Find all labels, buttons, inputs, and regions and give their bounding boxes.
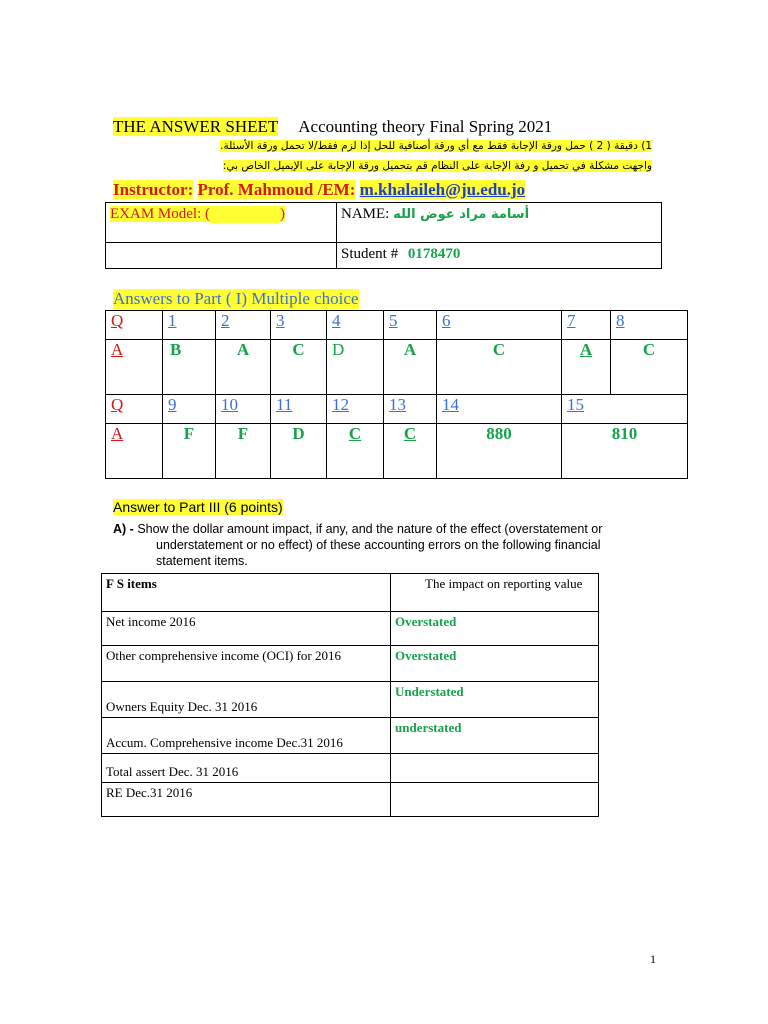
fs-item: Accum. Comprehensive income Dec.31 2016 <box>102 718 391 754</box>
exam-model-close: ) <box>280 206 285 222</box>
fs-item: RE Dec.31 2016 <box>102 783 391 817</box>
arabic-instruction-2: واجهت مشكلة في تحميل و رفة الإجابة على النظام قم بتحميل ورقة الإجابة على الإيميل الخاص بي: <box>222 160 652 172</box>
part3-title: Answer to Part III (6 points) <box>113 499 283 515</box>
answer-cell: 810 <box>562 424 688 479</box>
fs-item: Net income 2016 <box>102 612 391 646</box>
q-number: 11 <box>271 395 327 424</box>
student-number-cell <box>337 243 662 269</box>
student-number-value: 0178470 <box>407 246 461 262</box>
fs-header-impact: The impact on reporting value <box>391 574 599 612</box>
arabic-instruction-1: 1) دقيقة ( 2 ) حمل ورقة الإجابة فقط مع أي ورقة أصنافية للحل إذا لزم فقط/لا تحمل ورقة الأسئلة. <box>220 140 652 152</box>
fs-impact: Understated <box>391 682 599 718</box>
fs-impact: Overstated <box>391 612 599 646</box>
answer-sheet-title: THE ANSWER SHEET <box>113 117 279 136</box>
exam-model-blank <box>210 206 280 223</box>
mc-section-title: Answers to Part ( I) Multiple choice <box>113 289 359 308</box>
fs-item: Other comprehensive income (OCI) for 2016 <box>102 646 391 682</box>
answer-cell: F <box>216 424 271 479</box>
answer-cell: A <box>562 340 611 395</box>
q-number: 3 <box>271 311 327 340</box>
q-number: 12 <box>327 395 384 424</box>
instructor-label: Instructor: <box>113 180 194 199</box>
document-title-row <box>113 117 552 137</box>
q-number: 14 <box>437 395 562 424</box>
student-info-table <box>105 202 662 269</box>
fs-impact <box>391 754 599 783</box>
fs-impact-table <box>101 573 599 817</box>
exam-model-label: EXAM Model: ( <box>110 206 210 222</box>
answer-cell: A <box>384 340 437 395</box>
instructor-email-link[interactable]: m.khalaileh@ju.edu.jo <box>359 180 526 199</box>
answer-cell: A <box>216 340 271 395</box>
exam-model-cell <box>106 203 337 243</box>
instructor-line <box>113 180 525 200</box>
name-label: NAME: <box>341 206 390 222</box>
part3-description <box>113 521 673 569</box>
desc-text-2: understatement or no effect) of these accounting errors on the following financial <box>156 538 601 552</box>
desc-text: Show the dollar amount impact, if any, and the nature of the effect (overstatement or <box>137 522 603 536</box>
answer-cell: C <box>271 340 327 395</box>
q-number: 5 <box>384 311 437 340</box>
name-value: أسامة مراد عوض الله <box>393 207 530 222</box>
name-cell <box>337 203 662 243</box>
answer-cell: C <box>437 340 562 395</box>
q-number: 10 <box>216 395 271 424</box>
answer-cell: C <box>327 424 384 479</box>
q-number: 9 <box>163 395 216 424</box>
q-number: 1 <box>163 311 216 340</box>
mc-answer-table <box>105 310 688 479</box>
q-label: Q <box>106 395 163 424</box>
q-number: 8 <box>611 311 688 340</box>
q-number: 13 <box>384 395 437 424</box>
answer-cell: D <box>271 424 327 479</box>
q-label: Q <box>106 311 163 340</box>
page-number: 1 <box>650 952 656 966</box>
a-label: A <box>106 424 163 479</box>
fs-impact: Overstated <box>391 646 599 682</box>
answer-cell: 880 <box>437 424 562 479</box>
fs-impact <box>391 783 599 817</box>
q-number: 4 <box>327 311 384 340</box>
desc-text-3: statement items. <box>156 554 248 568</box>
answer-cell: B <box>163 340 216 395</box>
instructor-name: Prof. Mahmoud /EM: <box>197 180 356 199</box>
student-number-label: Student # <box>341 246 399 262</box>
q-number: 7 <box>562 311 611 340</box>
course-title: Accounting theory Final Spring 2021 <box>298 117 553 136</box>
empty-cell <box>106 243 337 269</box>
fs-header-items: F S items <box>102 574 391 612</box>
fs-item: Owners Equity Dec. 31 2016 <box>102 682 391 718</box>
fs-item: Total assert Dec. 31 2016 <box>102 754 391 783</box>
answer-cell: D <box>327 340 384 395</box>
answer-cell: F <box>163 424 216 479</box>
fs-impact: understated <box>391 718 599 754</box>
answer-cell: C <box>384 424 437 479</box>
q-number: 2 <box>216 311 271 340</box>
a-label: A <box>106 340 163 395</box>
q-number: 6 <box>437 311 562 340</box>
answer-cell: C <box>611 340 688 395</box>
desc-lead: A) - <box>113 522 134 536</box>
q-number: 15 <box>562 395 688 424</box>
